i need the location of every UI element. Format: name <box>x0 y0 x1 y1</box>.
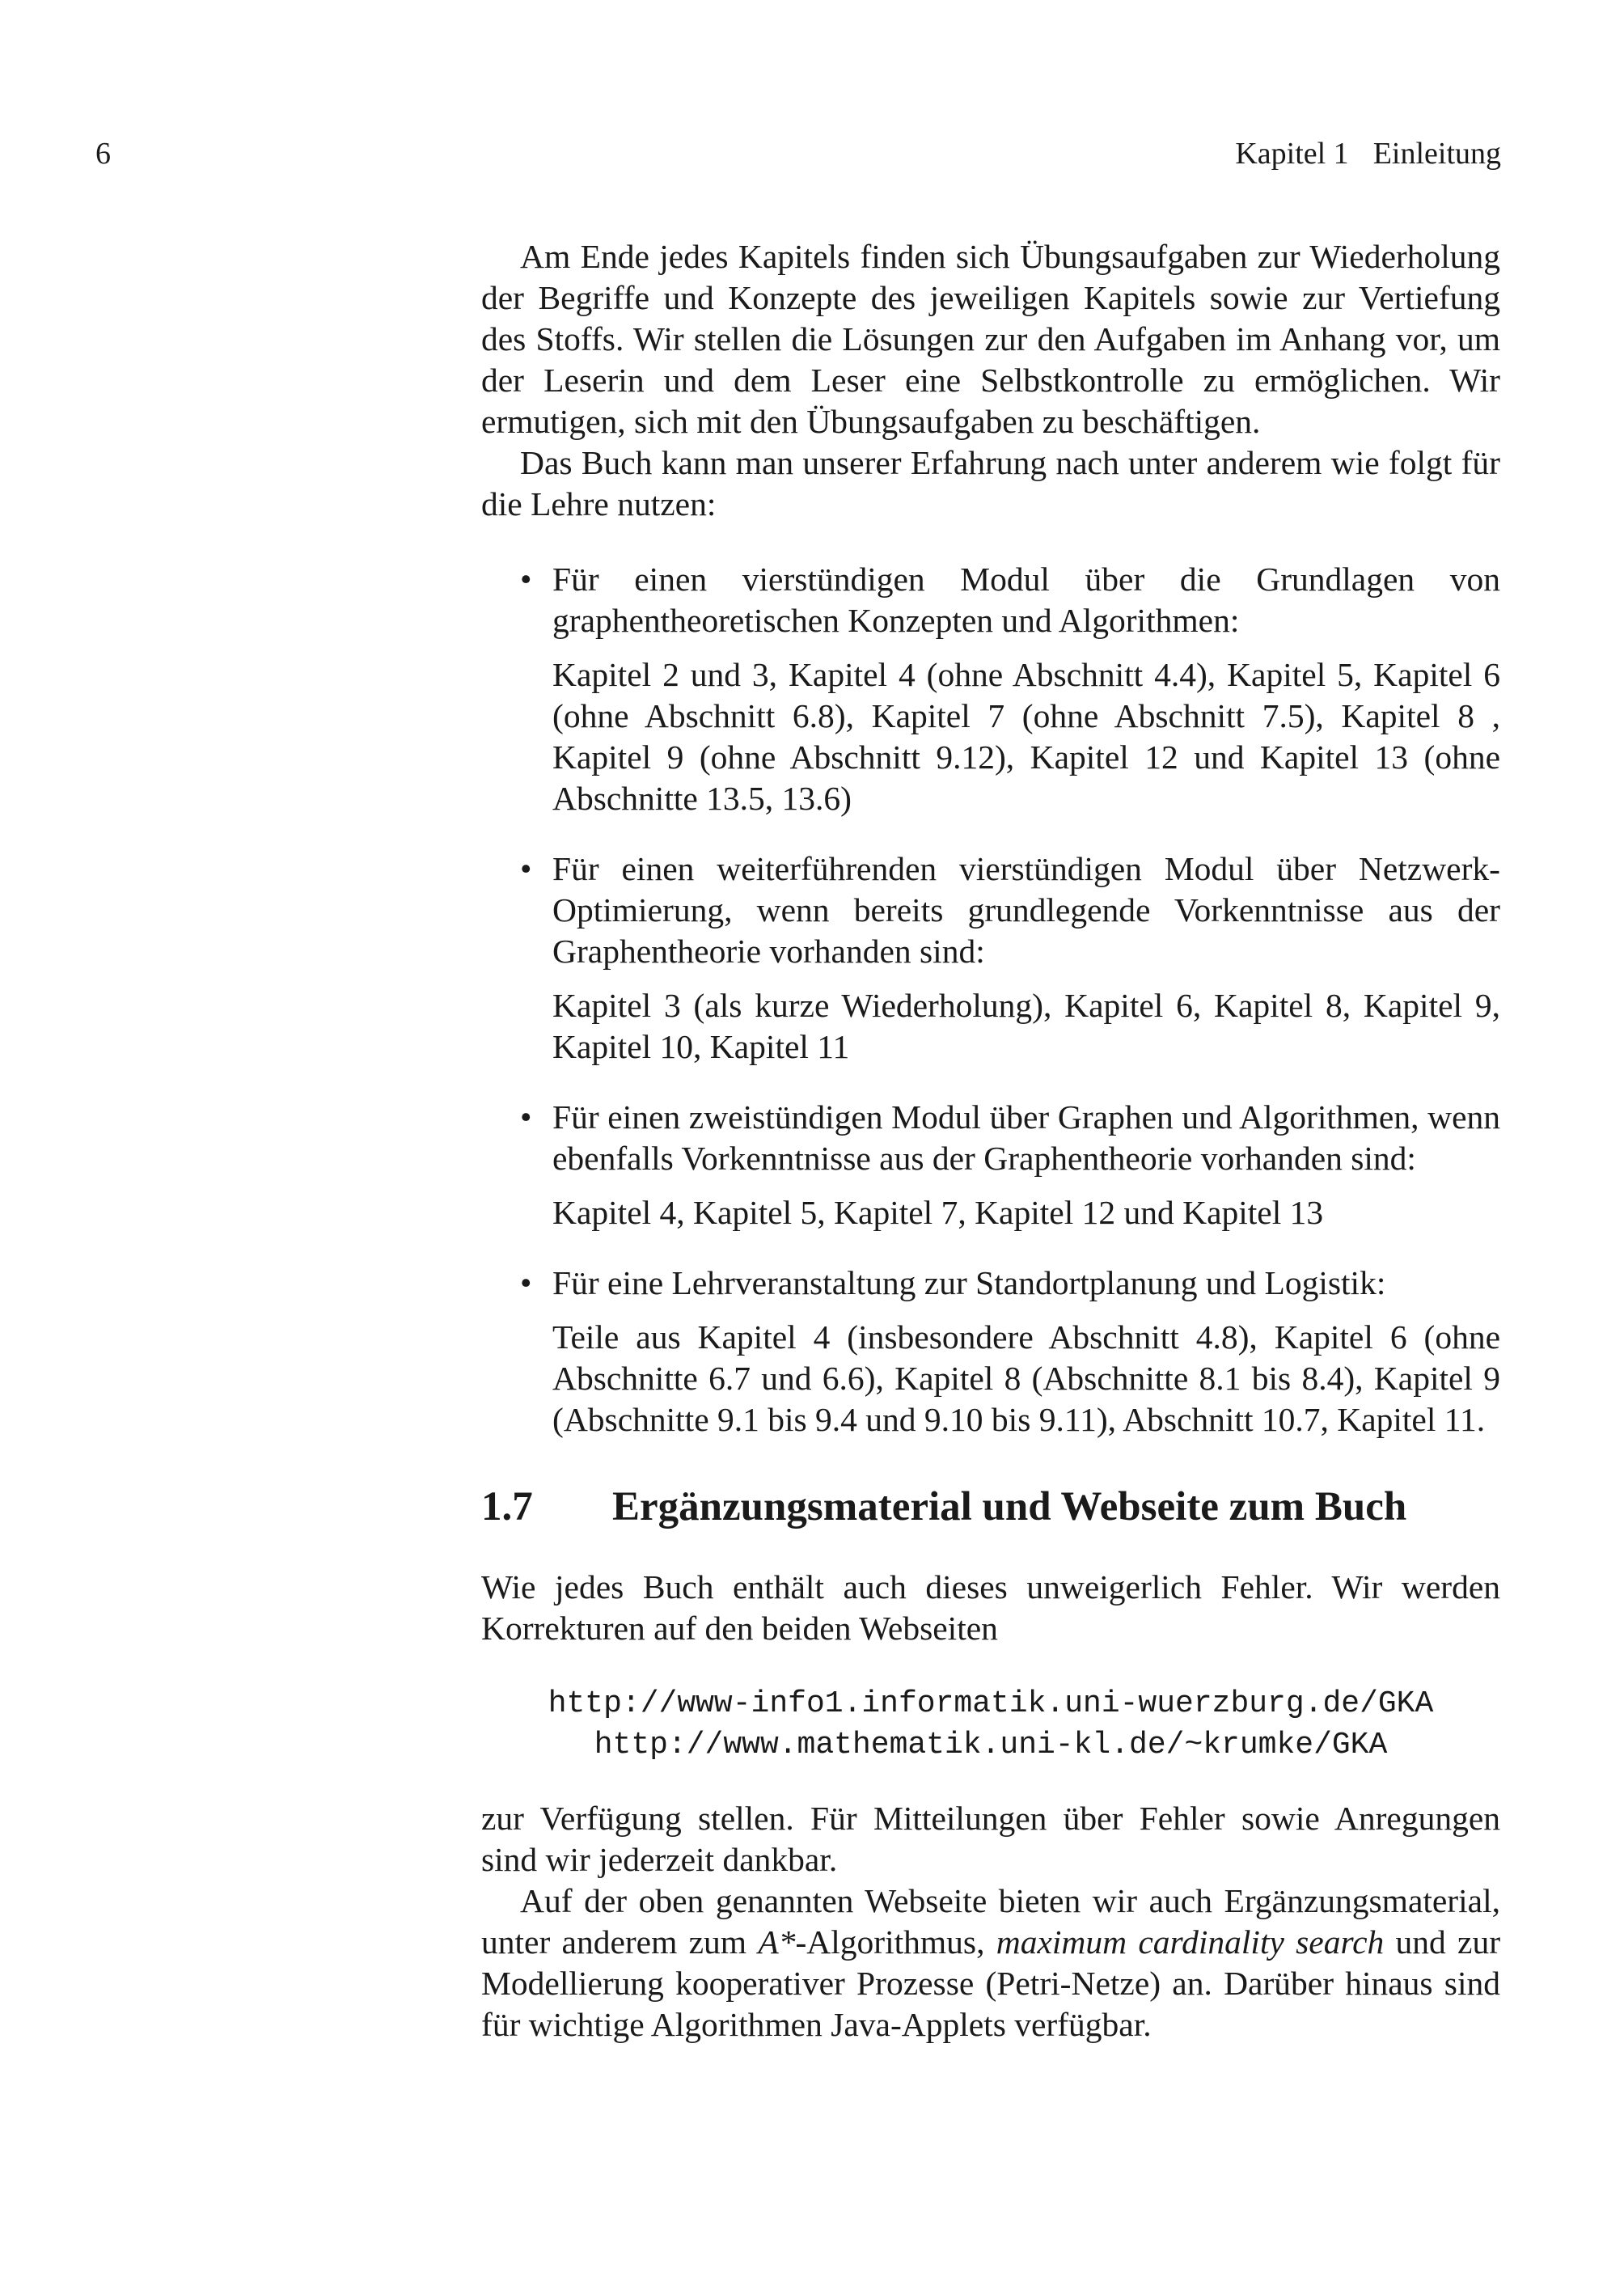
url-block <box>481 1683 1500 1766</box>
list-item <box>481 1097 1500 1233</box>
list-item-title: Für einen vierstündigen Modul über die Grundlagen von graphentheoretischen Konzepten und Algorithmen: <box>552 561 1500 639</box>
running-head-chapter: Kapitel 1 <box>1235 137 1349 171</box>
astar-symbol: A* <box>758 1923 796 1961</box>
paragraph-errata: Wie jedes Buch enthält auch dieses unweigerlich Fehler. Wir werden Korrekturen auf den beiden Webseiten <box>481 1568 1500 1647</box>
list-item <box>481 559 1500 819</box>
list-item-title: Für eine Lehrveranstaltung zur Standortplanung und Logistik: <box>552 1264 1386 1301</box>
url-wuerzburg[interactable]: http://www-info1.informatik.uni-wuerzburg.de/GKA <box>548 1686 1434 1721</box>
bullet-icon: • <box>520 1098 532 1136</box>
bullet-icon: • <box>520 561 532 598</box>
list-item-chapters: Kapitel 4, Kapitel 5, Kapitel 7, Kapitel 12 und Kapitel 13 <box>552 1194 1324 1231</box>
paragraph-exercises: Am Ende jedes Kapitels finden sich Übungsaufgaben zur Wiederholung der Begriffe und Konzepte des jeweiligen Kapitels sowie zur Vertiefung des Stoffs. Wir stellen die Lösungen zur den Aufgaben im Anhang vor, um der Leserin und dem Leser eine Selbstkontrolle zu ermöglichen. Wir ermutigen, sich mit den Übungsaufgaben zu beschäftigen. <box>481 238 1500 440</box>
running-head <box>1235 136 1501 171</box>
bullet-icon: • <box>520 1264 532 1301</box>
list-item <box>481 848 1500 1068</box>
list-item-title: Für einen weiterführenden vierstündigen Modul über Netzwerk-Optimierung, wenn bereits grundlegende Vorkenntnisse aus der Graphentheorie vorhanden sind: <box>552 850 1500 970</box>
mcs-term: maximum cardinality search <box>996 1923 1385 1961</box>
paragraph-teaching-usage: Das Buch kann man unserer Erfahrung nach unter anderem wie folgt für die Lehre nutzen: <box>481 444 1500 522</box>
teaching-usage-list <box>481 559 1500 1441</box>
page-number: 6 <box>95 137 111 171</box>
list-item-chapters: Kapitel 2 und 3, Kapitel 4 (ohne Abschnitt 4.4), Kapitel 5, Kapitel 6 (ohne Abschnitt 6.8), Kapitel 7 (ohne Abschnitt 7.5), Kapitel 8 , Kapitel 9 (ohne Abschnitt 9.12), Kapitel 12 und Kapitel 13 (ohne Abschnitte 13.5, 13.6) <box>552 656 1500 817</box>
list-item-chapters: Teile aus Kapitel 4 (insbesondere Abschnitt 4.8), Kapitel 6 (ohne Abschnitte 6.7 und 6.6), Kapitel 8 (Abschnitte 8.1 bis 8.4), Kapitel 9 (Abschnitte 9.1 bis 9.4 und 9.10 bis 9.11), Abschnitt 10.7, Kapitel 11. <box>552 1318 1500 1438</box>
paragraph-feedback: zur Verfügung stellen. Für Mitteilungen über Fehler sowie Anregungen sind wir jederzeit dankbar. <box>481 1800 1500 1878</box>
list-item-chapters: Kapitel 3 (als kurze Wiederholung), Kapitel 6, Kapitel 8, Kapitel 9, Kapitel 10, Kapitel 11 <box>552 987 1500 1065</box>
section-heading <box>481 1483 1500 1531</box>
supplementary-text-c: und zur Modellierung kooperativer Prozesse (Petri-Netze) an. Darüber hinaus sind für wichtige Algorithmen Java-Applets verfügbar. <box>481 1923 1501 2043</box>
list-item <box>481 1263 1500 1441</box>
supplementary-text-b: -Algorithmus, <box>795 1923 996 1961</box>
section-number: 1.7 <box>481 1484 533 1529</box>
section-title: Ergänzungsmaterial und Webseite zum Buch <box>612 1484 1407 1529</box>
running-head-title: Einleitung <box>1372 137 1501 171</box>
url-kaiserslautern[interactable]: http://www.mathematik.uni-kl.de/~krumke/GKA <box>594 1728 1388 1762</box>
bullet-icon: • <box>520 850 532 887</box>
supplementary-text-a: Auf der oben genannten Webseite bieten wir auch Ergänzungsmaterial, unter anderem zum <box>481 1882 1500 1961</box>
list-item-title: Für einen zweistündigen Modul über Graphen und Algorithmen, wenn ebenfalls Vorkenntnisse aus der Graphentheorie vorhanden sind: <box>552 1098 1500 1177</box>
paragraph-supplementary <box>481 1881 1500 2046</box>
page-body <box>481 236 1500 2046</box>
